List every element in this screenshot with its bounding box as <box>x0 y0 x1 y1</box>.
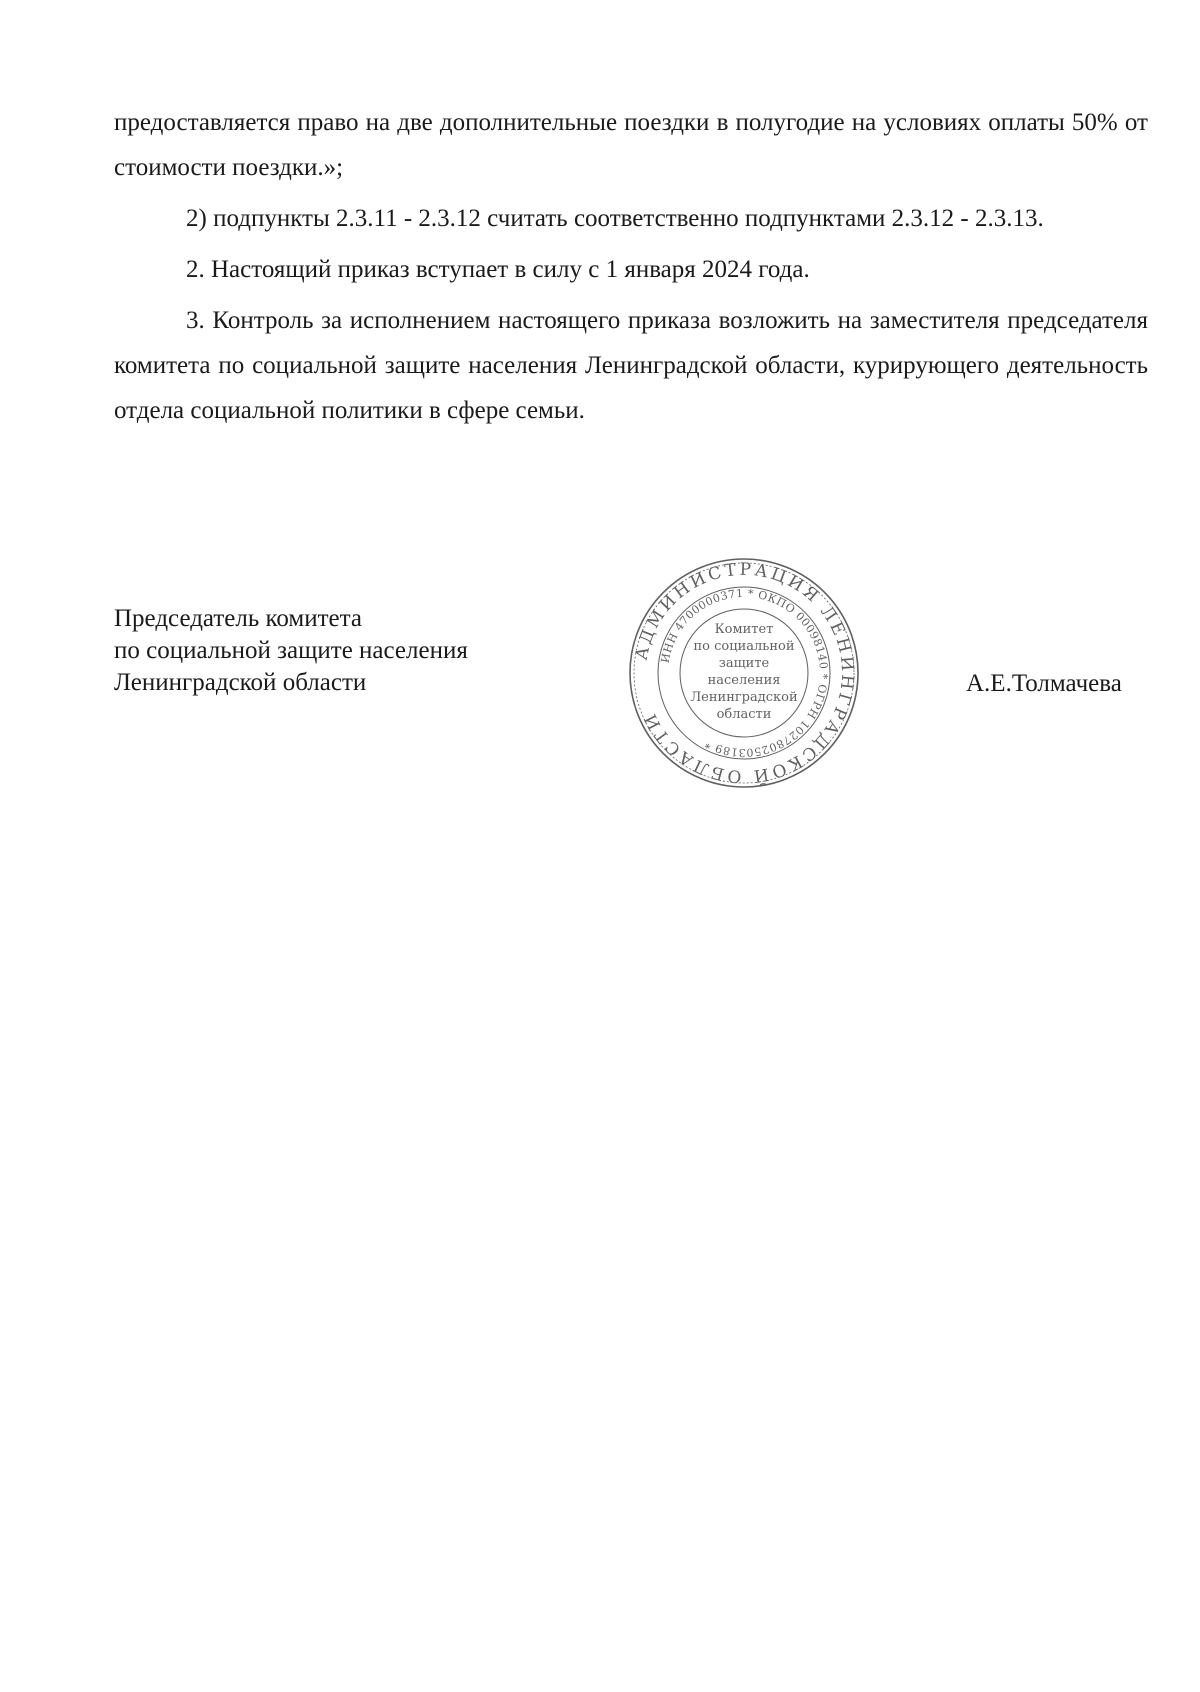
document-body <box>114 100 1148 439</box>
official-seal <box>624 553 864 793</box>
paragraph-control: 3. Контроль за исполнением настоящего приказа возложить на заместителя председателя комитета по социальной защите населения Ленинградской области, курирующего деятельность отдела социальной политики в сфере семьи. <box>114 307 1148 424</box>
seal-center-line: населения <box>707 673 781 688</box>
signatory-position-line: по социальной защите населения <box>114 637 468 664</box>
signatory-position <box>114 603 574 699</box>
seal-center-line: Ленинградской <box>690 690 798 705</box>
paragraph-continuation: предоставляется право на две дополнительные поездки в полугодие на условиях оплаты 50% от стоимости поездки.»; <box>114 109 1148 181</box>
seal-center-line: Комитет <box>714 622 774 637</box>
paragraph-subitem-2: 2) подпункты 2.3.11 - 2.3.12 считать соответственно подпунктами 2.3.12 - 2.3.13. <box>186 205 1044 232</box>
seal-outer-text: АДМИНИСТРАЦИЯ ЛЕНИНГРАДСКОЙ ОБЛАСТИ <box>631 559 858 787</box>
signatory-position-line: Ленинградской области <box>114 669 367 696</box>
seal-center-line: по социальной <box>693 639 795 654</box>
paragraph-effective-date: 2. Настоящий приказ вступает в силу с 1 января 2024 года. <box>186 256 810 283</box>
seal-inner-text: ИНН 4700000371 * ОКПО 00098140 * ОГРН 1027802503189 * <box>658 586 831 760</box>
seal-center-line: области <box>716 707 772 722</box>
signatory-name: А.Е.Толмачева <box>966 670 1122 697</box>
signatory-position-line: Председатель комитета <box>114 605 362 632</box>
seal-center-line: защите <box>718 656 770 671</box>
seal-graphic <box>624 553 864 793</box>
